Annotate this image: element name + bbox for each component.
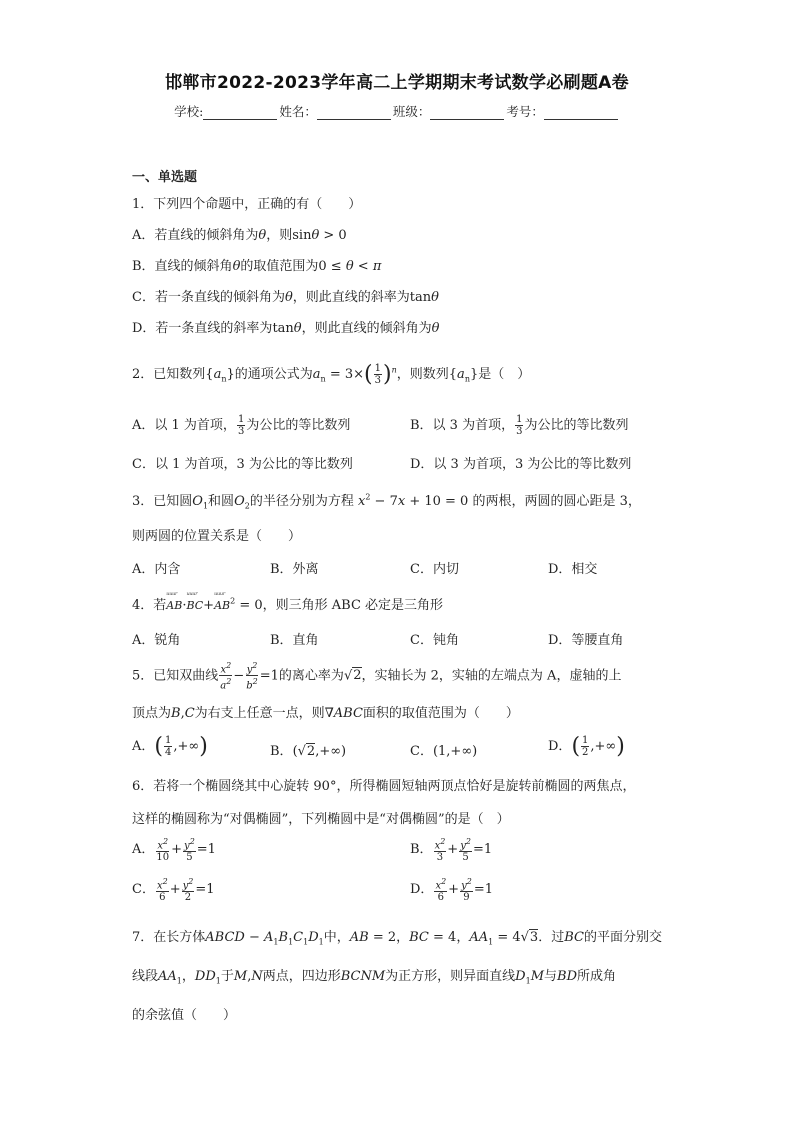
q7-text7: 两点，四边形: [262, 969, 341, 984]
q7-text1: 7．在长方体: [132, 930, 206, 945]
q7-text8: 为正方形，则异面直线: [385, 969, 516, 984]
school-label: 学校:: [174, 104, 204, 119]
q5-text1: 5．已知双曲线: [132, 668, 219, 684]
name-blank[interactable]: [317, 105, 391, 120]
q1-d-text2: ，则此直线的倾斜角为: [301, 321, 432, 336]
q5-a-label: A．: [132, 739, 155, 754]
q2-option-d[interactable]: D．以 3 为首项，3 为公比的等比数列: [410, 457, 632, 472]
exam-number-blank[interactable]: [544, 105, 618, 120]
q5-text5: 为右支上任意一点，则: [194, 706, 325, 721]
q6-b-label: B．: [410, 842, 433, 858]
q3-stem: 3．已知圆$O_1$和圆$O_2$的半径分别为方程 $x^2 - 7x + 10 = 0$ 的两根，两圆的圆心距是 3，: [132, 492, 641, 511]
q5-c-label: C．: [410, 744, 433, 759]
q7-text5: 线段: [132, 969, 159, 984]
q3-option-b[interactable]: B．外离: [270, 562, 319, 577]
q7-text3: ．过: [538, 930, 565, 945]
q2-b-text: B．以 3 为首项，: [410, 418, 515, 433]
q1-b-text2: 的取值范围为: [240, 259, 319, 274]
q1-a-text: A．若直线的倾斜角为: [132, 228, 259, 243]
q4-option-c[interactable]: C．钝角: [410, 633, 459, 648]
q6-option-c[interactable]: C． $\frac{x^2}{6}$ + $\frac{y^2}{2}$ =1: [132, 877, 215, 904]
name-label: 姓名：: [279, 104, 317, 119]
exam-number-label: 考号：: [506, 104, 544, 119]
q2-option-b[interactable]: B．以 3 为首项， $\frac{1}{3}$ 为公比的等比数列: [410, 414, 629, 437]
q1-c-text2: ，则此直线的斜率为: [292, 290, 410, 305]
q6-c-label: C．: [132, 882, 155, 898]
class-field[interactable]: [393, 102, 507, 120]
q1-d-text: D．若一条直线的斜率为: [132, 321, 273, 336]
q2-option-c[interactable]: C．以 1 为首项，3 为公比的等比数列: [132, 457, 353, 472]
q2-text1: 2．已知数列: [132, 367, 206, 382]
q7-text6: 于: [220, 969, 234, 984]
q7-text9: 与: [544, 969, 558, 984]
q3-option-c[interactable]: C．内切: [410, 562, 459, 577]
school-field[interactable]: [174, 102, 279, 120]
q5-option-d[interactable]: D．( $\frac{1}{2}$ ,+∞): [548, 734, 625, 759]
q2-a-text2: 为公比的等比数列: [246, 418, 351, 433]
q2-stem: 2．已知数列$\{a_n\}$的通项公式为$a_n = 3\times$( $\frac{1}{3}$ )$^n$，则数列$\{a_n\}$是（ ）: [132, 362, 531, 387]
q2-option-a[interactable]: A．以 1 为首项， $\frac{1}{3}$ 为公比的等比数列: [132, 414, 351, 437]
q7-text4: 的平面分别交: [583, 930, 662, 945]
q2-text2: 的通项公式为: [234, 367, 313, 382]
q1-c-text: C．若一条直线的倾斜角为: [132, 290, 285, 305]
school-blank[interactable]: [203, 105, 277, 120]
q2-text3: ，则数列: [396, 367, 449, 382]
q6-stem: 6．若将一个椭圆绕其中心旋转 90°，所得椭圆短轴两顶点恰好是旋转前椭圆的两焦点，: [132, 779, 636, 794]
q1-b-text: B．直线的倾斜角: [132, 259, 233, 274]
q6-option-d[interactable]: D． $\frac{x^2}{6}$ + $\frac{y^2}{9}$ =1: [410, 877, 493, 904]
q1-option-c[interactable]: C．若一条直线的倾斜角为θ，则此直线的斜率为tanθ: [132, 290, 439, 305]
page-title: 邯郸市2022-2023学年高二上学期期末考试数学必刷题A卷: [165, 73, 629, 93]
q1-option-a[interactable]: A．若直线的倾斜角为θ，则sinθ > 0: [132, 228, 347, 243]
q7-stem-3: 的余弦值（ ）: [132, 1008, 237, 1023]
q5-option-b[interactable]: B．(√2,+∞): [270, 744, 347, 759]
q6-d-label: D．: [410, 882, 434, 898]
q2-b-text2: 为公比的等比数列: [524, 418, 629, 433]
q5-text2: 的离心率为: [278, 668, 344, 684]
q5-stem: 5．已知双曲线 $\frac{x^2}{a^2}$ − $\frac{y^2}{b^2}$ =1的离心率为√2，实轴长为 2，实轴的左端点为 A，虚轴的上: [132, 661, 622, 692]
q4-option-d[interactable]: D．等腰直角: [548, 633, 624, 648]
q4-option-b[interactable]: B．直角: [270, 633, 319, 648]
q5-stem-2: 顶点为B,C为右支上任意一点，则∇ABC面积的取值范围为（ ）: [132, 706, 519, 721]
q3-option-d[interactable]: D．相交: [548, 562, 598, 577]
q6-stem-2: 这样的椭圆称为“对偶椭圆”，下列椭圆中是“对偶椭圆”的是（ ）: [132, 812, 510, 827]
name-field[interactable]: [279, 102, 393, 120]
q6-a-label: A．: [132, 842, 155, 858]
class-blank[interactable]: [430, 105, 504, 120]
q2-a-text: A．以 1 为首项，: [132, 418, 236, 433]
q4-text2: ，则三角形 ABC 必定是三角形: [262, 598, 444, 613]
q5-b-label: B．: [270, 744, 293, 759]
q3-text2: 和圆: [208, 494, 235, 509]
q2-text4: 是（ ）: [478, 367, 531, 382]
q5-option-c[interactable]: C．(1,+∞): [410, 744, 478, 759]
q6-option-a[interactable]: A． $\frac{x^2}{10}$ + $\frac{y^2}{5}$ =1: [132, 837, 216, 864]
q7-stem: 7．在长方体ABCD − $A_1B_1C_1D_1$中，AB = 2，BC = 4，$AA_1 = 4√3$．过BC的平面分别交: [132, 930, 662, 947]
q3-option-a[interactable]: A．内含: [132, 562, 181, 577]
q5-d-label: D．: [548, 739, 572, 754]
q6-option-b[interactable]: B． $\frac{x^2}{3}$ + $\frac{y^2}{5}$ =1: [410, 837, 493, 864]
class-label: 班级：: [392, 104, 431, 119]
q1-option-b[interactable]: B．直线的倾斜角θ的取值范围为0 ≤ θ < π: [132, 259, 382, 274]
q3-text1: 3．已知圆: [132, 494, 193, 509]
q4-text1: 4．若: [132, 598, 167, 613]
q7-stem-2: 线段$AA_1$，$DD_1$于M,N两点，四边形BCNM为正方形，则异面直线$D_1M$与BD所成角: [132, 969, 617, 986]
q4-stem: 4．若uuur AB·uuur BC+uuur $AB^2 = 0$，则三角形 ABC 必定是三角形: [132, 594, 443, 613]
q3-stem-2: 则两圆的位置关系是（ ）: [132, 529, 302, 544]
q7-text10: 所成角: [577, 969, 617, 984]
q5-option-a[interactable]: A．( $\frac{1}{4}$ ,+∞): [132, 734, 208, 759]
q5-text4: 顶点为: [132, 706, 172, 721]
q3-text3: 的半径分别为方程: [249, 494, 354, 509]
q3-text4: 的两根，两圆的圆心距是 3，: [472, 494, 641, 509]
q7-text2: 中，: [323, 930, 350, 945]
student-info-line: [0, 102, 794, 120]
q1-a-text2: ，则: [266, 228, 293, 243]
q5-text6: 面积的取值范围为（ ）: [362, 706, 519, 721]
q4-option-a[interactable]: A．锐角: [132, 633, 181, 648]
exam-number-field[interactable]: [506, 102, 620, 120]
q1-option-d[interactable]: D．若一条直线的斜率为tanθ，则此直线的倾斜角为θ: [132, 321, 440, 336]
q5-text3: ，实轴长为 2，实轴的左端点为 A，虚轴的上: [361, 668, 622, 684]
section-heading: 一、单选题: [132, 170, 198, 185]
q1-stem: 1．下列四个命题中，正确的有（ ）: [132, 197, 362, 212]
